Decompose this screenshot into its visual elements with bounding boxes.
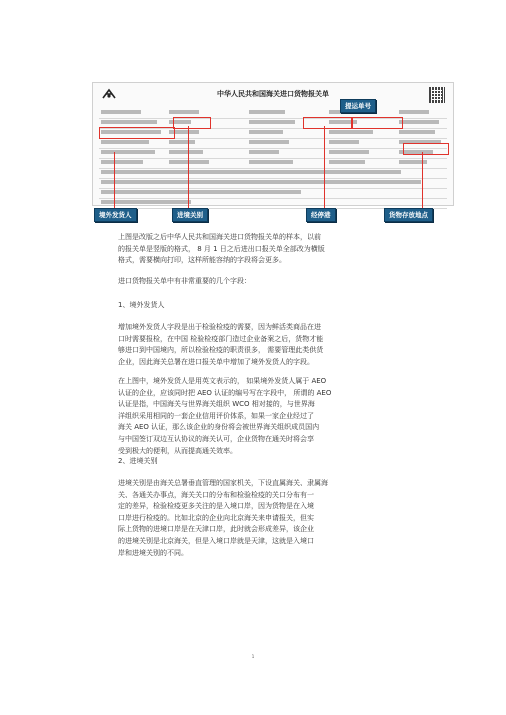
- page-number: 1: [251, 654, 255, 659]
- arrow-goods-location: [422, 152, 423, 208]
- callout-via-port: 经停港: [306, 208, 336, 222]
- callout-goods-location: 货物存放地点: [384, 208, 433, 222]
- callout-pre-entry-no: 提运单号: [340, 99, 376, 113]
- arrow-entry-port: [188, 126, 189, 208]
- paragraph-aeo: 在上图中，境外发货人是用英文表示的， 如果境外发货人属于 AEO 认证的企业，应该同时把 AEO 认证的编号写在字段中， 所谓的 AEO 认证是指，中国海关与世界海关组织 WCO 相对接的，与世界海 洋组织采用相同的一套企业信用评价体系，如果一家企业经过了 海关 AEO 认证，那么该企业的身份将会被世界海关组织成员国内 与中国签订双边互认协议的海关认可，企业货物在通关时将会享 受到极大的便利，从而提高通关效率。: [118, 377, 332, 455]
- section-heading-entry-port: 2、进境关别: [118, 457, 158, 465]
- paragraph-intro: 上图是改版之后中华人民共和国海关进口货物报关单的样本，以前 的报关单是竖版的格式， 8 月 1 日之后进出口报关单全部改为横版 格式，需要横向打印，这样所能容纳的字段将会更多。: [118, 233, 325, 265]
- highlight-goods-location: [403, 143, 449, 155]
- section-heading-overseas-shipper: 1、境外发货人: [118, 301, 165, 309]
- paragraph-entry-port: 进境关别是由海关总署垂直管理的国家机关，下设直属海关、隶属海 关、各通关办事点，海关关口的分布和检验检疫的关口分布有一 定的差异，检验检疫更多关注的是入境口岸，因为货物是在入境 口岸进行检疫的。比如北京的企业向北京海关来申请报关，但实 际上货物的进境口岸是在天津口岸，此时就会形成差异，该企业 的进境关别是北京海关，但是入境口岸就是天津，这就是入境口 岸和进境关别的不同。: [118, 479, 328, 557]
- highlight-entry-port: [173, 117, 211, 129]
- callout-overseas-shipper: 境外发货人: [94, 208, 137, 222]
- form-sheet: [92, 82, 454, 206]
- form-title: 中华人民共和国海关进口货物报关单: [217, 90, 329, 98]
- arrow-overseas-shipper: [114, 152, 115, 208]
- highlight-overseas-shipper: [99, 127, 175, 139]
- customs-declaration-form-image: [92, 82, 452, 226]
- callout-entry-port: 进境关别: [172, 208, 208, 222]
- highlight-via-port: [303, 117, 353, 129]
- paragraph-fields-heading: 进口货物报关单中有非常重要的几个字段：: [118, 277, 251, 285]
- paragraph-overseas-shipper: 增加境外发货人字段是出于检验检疫的需要，因为鲜活类商品在进 口时需要报检，在中国 检验检疫部门造过企业备案之后，货物才能 够进口到中国境内，所以检验检疫的职责很多， 需要管理此类供货 企业，因此海关总署在进口报关单中增加了境外发货人的字段。: [118, 323, 324, 366]
- qr-code-icon: [429, 87, 445, 103]
- arrow-via-port: [324, 126, 325, 208]
- highlight-pre-entry-no: [351, 117, 403, 129]
